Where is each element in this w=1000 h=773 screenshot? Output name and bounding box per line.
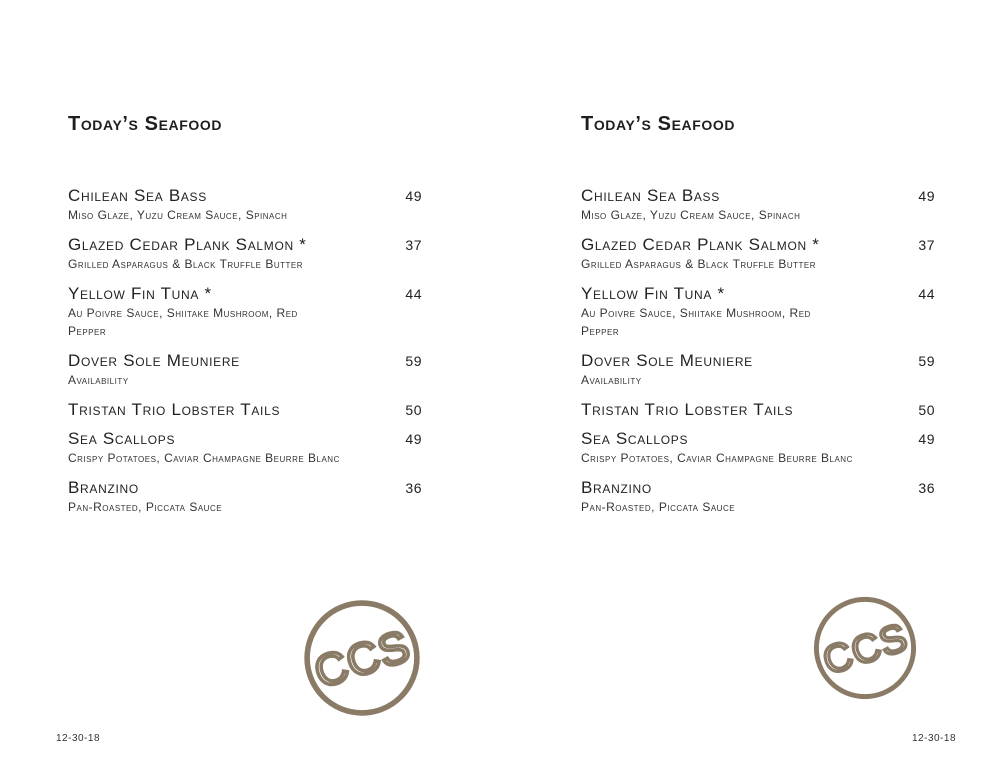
item-price: 44 <box>405 286 422 302</box>
item-price: 59 <box>918 353 935 369</box>
item-price: 50 <box>405 402 422 418</box>
menu-item <box>581 400 937 420</box>
item-price: 59 <box>405 353 422 369</box>
item-name: Tristan Trio Lobster Tails <box>581 400 794 419</box>
item-description: Crispy Potatoes, Caviar Champagne Beurre Blanc <box>581 451 853 465</box>
item-name: Tristan Trio Lobster Tails <box>68 400 281 419</box>
page-title: Today’s Seafood <box>68 113 223 135</box>
item-price: 37 <box>918 237 935 253</box>
item-name: Branzino <box>68 478 139 497</box>
menu-date: 12-30-18 <box>912 733 957 744</box>
logo-text: CCS <box>817 615 914 684</box>
item-price: 49 <box>918 431 935 447</box>
ccs-logo-icon <box>811 594 919 702</box>
item-description: Au Poivre Sauce, Shiitake Mushroom, Red Pepper <box>581 306 811 338</box>
item-name: Glazed Cedar Plank Salmon * <box>68 235 307 254</box>
item-name: Yellow Fin Tuna * <box>68 284 212 303</box>
item-price: 49 <box>405 431 422 447</box>
item-price: 36 <box>405 480 422 496</box>
item-name: Dover Sole Meuniere <box>581 351 753 370</box>
menu-item-list <box>68 186 424 527</box>
item-name: Yellow Fin Tuna * <box>581 284 725 303</box>
menu-item <box>581 186 937 224</box>
item-name: Sea Scallops <box>581 429 689 448</box>
menu-item <box>68 235 424 273</box>
menu-item <box>581 478 937 516</box>
menu-item <box>581 351 937 389</box>
item-description: Availability <box>68 373 129 387</box>
item-name: Chilean Sea Bass <box>581 186 720 205</box>
item-description: Grilled Asparagus & Black Truffle Butter <box>581 257 817 271</box>
menu-item <box>68 429 424 467</box>
menu-date: 12-30-18 <box>56 733 101 744</box>
logo-text: CCS <box>308 621 417 699</box>
item-price: 37 <box>405 237 422 253</box>
item-description: Crispy Potatoes, Caviar Champagne Beurre Blanc <box>68 451 340 465</box>
menu-item <box>68 186 424 224</box>
item-description: Miso Glaze, Yuzu Cream Sauce, Spinach <box>68 208 288 222</box>
item-description: Grilled Asparagus & Black Truffle Butter <box>68 257 304 271</box>
menu-item <box>581 429 937 467</box>
item-name: Branzino <box>581 478 652 497</box>
ccs-logo-icon <box>301 597 423 719</box>
item-name: Glazed Cedar Plank Salmon * <box>581 235 820 254</box>
item-name: Chilean Sea Bass <box>68 186 207 205</box>
menu-page-right <box>513 0 1000 773</box>
menu-item <box>581 235 937 273</box>
item-description: Miso Glaze, Yuzu Cream Sauce, Spinach <box>581 208 801 222</box>
menu-item <box>68 351 424 389</box>
menu-item-list <box>581 186 937 527</box>
item-description: Au Poivre Sauce, Shiitake Mushroom, Red Pepper <box>68 306 298 338</box>
item-name: Sea Scallops <box>68 429 176 448</box>
menu-item <box>68 478 424 516</box>
item-name: Dover Sole Meuniere <box>68 351 240 370</box>
item-price: 49 <box>405 188 422 204</box>
item-description: Pan-Roasted, Piccata Sauce <box>581 500 736 514</box>
item-price: 36 <box>918 480 935 496</box>
item-price: 44 <box>918 286 935 302</box>
item-price: 49 <box>918 188 935 204</box>
item-description: Pan-Roasted, Piccata Sauce <box>68 500 223 514</box>
menu-item <box>68 284 424 340</box>
item-price: 50 <box>918 402 935 418</box>
menu-item <box>68 400 424 420</box>
page-title: Today’s Seafood <box>581 113 736 135</box>
menu-item <box>581 284 937 340</box>
item-description: Availability <box>581 373 642 387</box>
